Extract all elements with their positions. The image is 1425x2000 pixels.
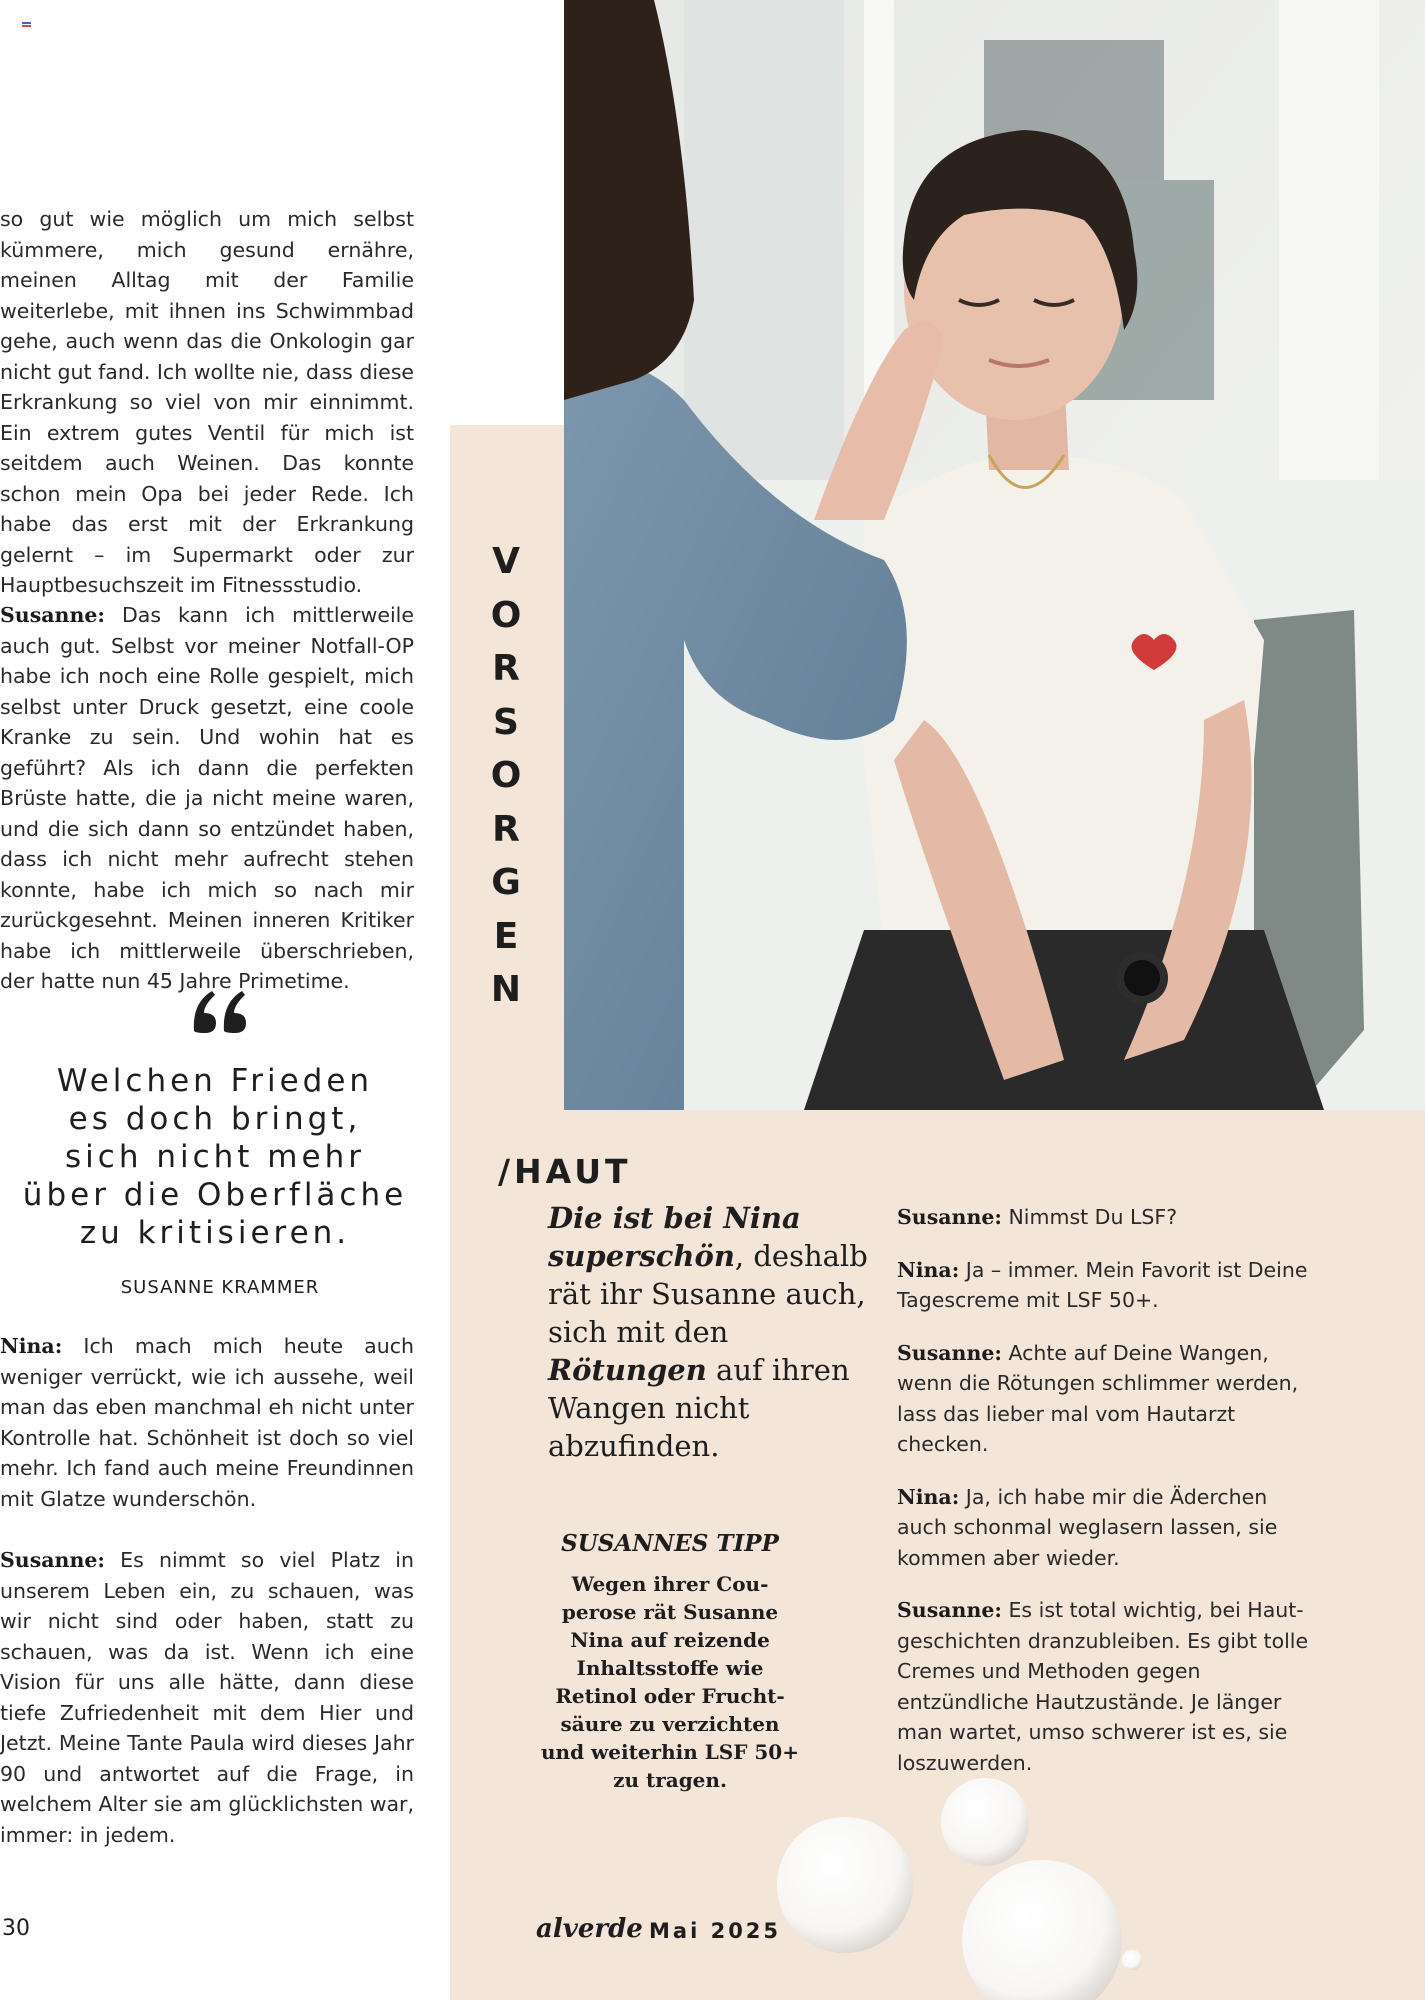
article-paragraph-3: Nina: Ich mach mich heute auch weniger verrückt, wie ich aussehe, weil man das eben manchmal eh nicht unter Kontrolle hat. Schönheit ist doch so viel mehr. Ich fand auch meine Freundinnen mit Glatze wunderschön.	[0, 1334, 414, 1511]
interview-item: Susanne: Es ist total wichtig, bei Hautgeschichten dranzubleiben. Es gibt tolle Cremes und Methoden gegen entzündliche Hautzustände. Je länger man wartet, umso schwerer ist es, sie loszuwerden.	[897, 1598, 1309, 1775]
speaker-label: Susanne:	[0, 603, 105, 627]
photo-makeup-scene	[564, 0, 1425, 1110]
section-heading: /HAUT	[498, 1152, 632, 1191]
vertical-section-word: V O R S O R G E N	[490, 541, 522, 1010]
article-paragraph-4: Susanne: Es nimmt so viel Platz in unserem Leben ein, zu schauen, was wir nicht sind oder haben, statt zu schauen, was da ist. Wenn ich eine Vision für uns alle hätte, dann diese tiefe Zufriedenheit mit dem Hier und Jetzt. Meine Tante Paula wird dieses Jahr 90 und antwortet auf die Frage, in welchem Alter sie am glücklichsten war, immer: in jedem.	[0, 1548, 414, 1847]
pull-quote: Welchen Frieden es doch bringt, sich nicht mehr über die Oberfläche zu kritisieren.	[22, 1063, 408, 1251]
flag-icon	[22, 22, 31, 28]
article-paragraph-2: Susanne: Das kann ich mittlerweile auch gut. Selbst vor meiner Notfall-OP habe ich noch eine Rolle gespielt, mich selbst unter Druck gesetzt, eine coole Kranke zu sein. Und wohin hat es geführt? Als ich dann die perfekten Brüste hatte, die ja nicht meine waren, und die sich dann so entzündet haben, dass ich nicht mehr aufrecht stehen konnte, habe ich mich so nach mir zurückgesehnt. Meinen inneren Kritiker habe ich mittlerweile überschrieben, der hatte nun 45 Jahre Primetime.	[0, 603, 414, 993]
interview-item: Susanne: Achte auf Deine Wangen, wenn die Rötungen schlimmer werden, lass das lieber mal vom Hautarzt checken.	[897, 1340, 1299, 1456]
interview-item: Nina: Ja – immer. Mein Favorit ist Deine Tagescreme mit LSF 50+.	[897, 1257, 1308, 1312]
page-number: 30	[2, 1916, 30, 1941]
quote-author: SUSANNE KRAMMER	[120, 1277, 320, 1298]
tipp-body: Wegen ihrer Couperose rät Susanne Nina auf reizende Inhaltsstoffe wie Retinol oder Fruchtsäure zu verzichten und weiterhin LSF 50+ zu tragen.	[541, 1572, 799, 1792]
speaker-label: Susanne:	[0, 1548, 105, 1572]
cream-drops-image	[760, 1760, 1160, 2000]
interview-right-column	[897, 1202, 1309, 1800]
lead-text: Die ist bei Nina superschön, deshalb rät ihr Susanne auch, sich mit den Rötungen auf ihren Wangen nicht abzufinden.	[548, 1201, 868, 1463]
tipp-title: SUSANNES TIPP	[561, 1530, 779, 1557]
magazine-logo: alverde	[536, 1914, 643, 1944]
speaker-label: Nina:	[0, 1334, 63, 1358]
interview-item: Nina: Ja, ich habe mir die Äderchen auch schonmal weglasern lassen, sie kommen aber wieder.	[897, 1484, 1278, 1570]
quote-mark-icon	[190, 985, 250, 1035]
article-paragraph-1: so gut wie möglich um mich selbst kümmere, mich gesund ernähre, meinen Alltag mit der Familie weiterlebe, mit ihnen ins Schwimmbad gehe, auch wenn das die Onkologin gar nicht gut fand. Ich wollte nie, dass diese Erkrankung so viel von mir einnimmt. Ein extrem gutes Ventil für mich ist seitdem auch Weinen. Das konnte schon mein Opa bei jeder Rede. Ich habe das erst mit der Erkrankung gelernt – im Supermarkt oder zur Hauptbesuchszeit im Fitnessstudio.	[0, 207, 414, 597]
issue-date: Mai 2025	[649, 1919, 782, 1943]
interview-item: Susanne: Nimmst Du LSF?	[897, 1205, 1178, 1229]
